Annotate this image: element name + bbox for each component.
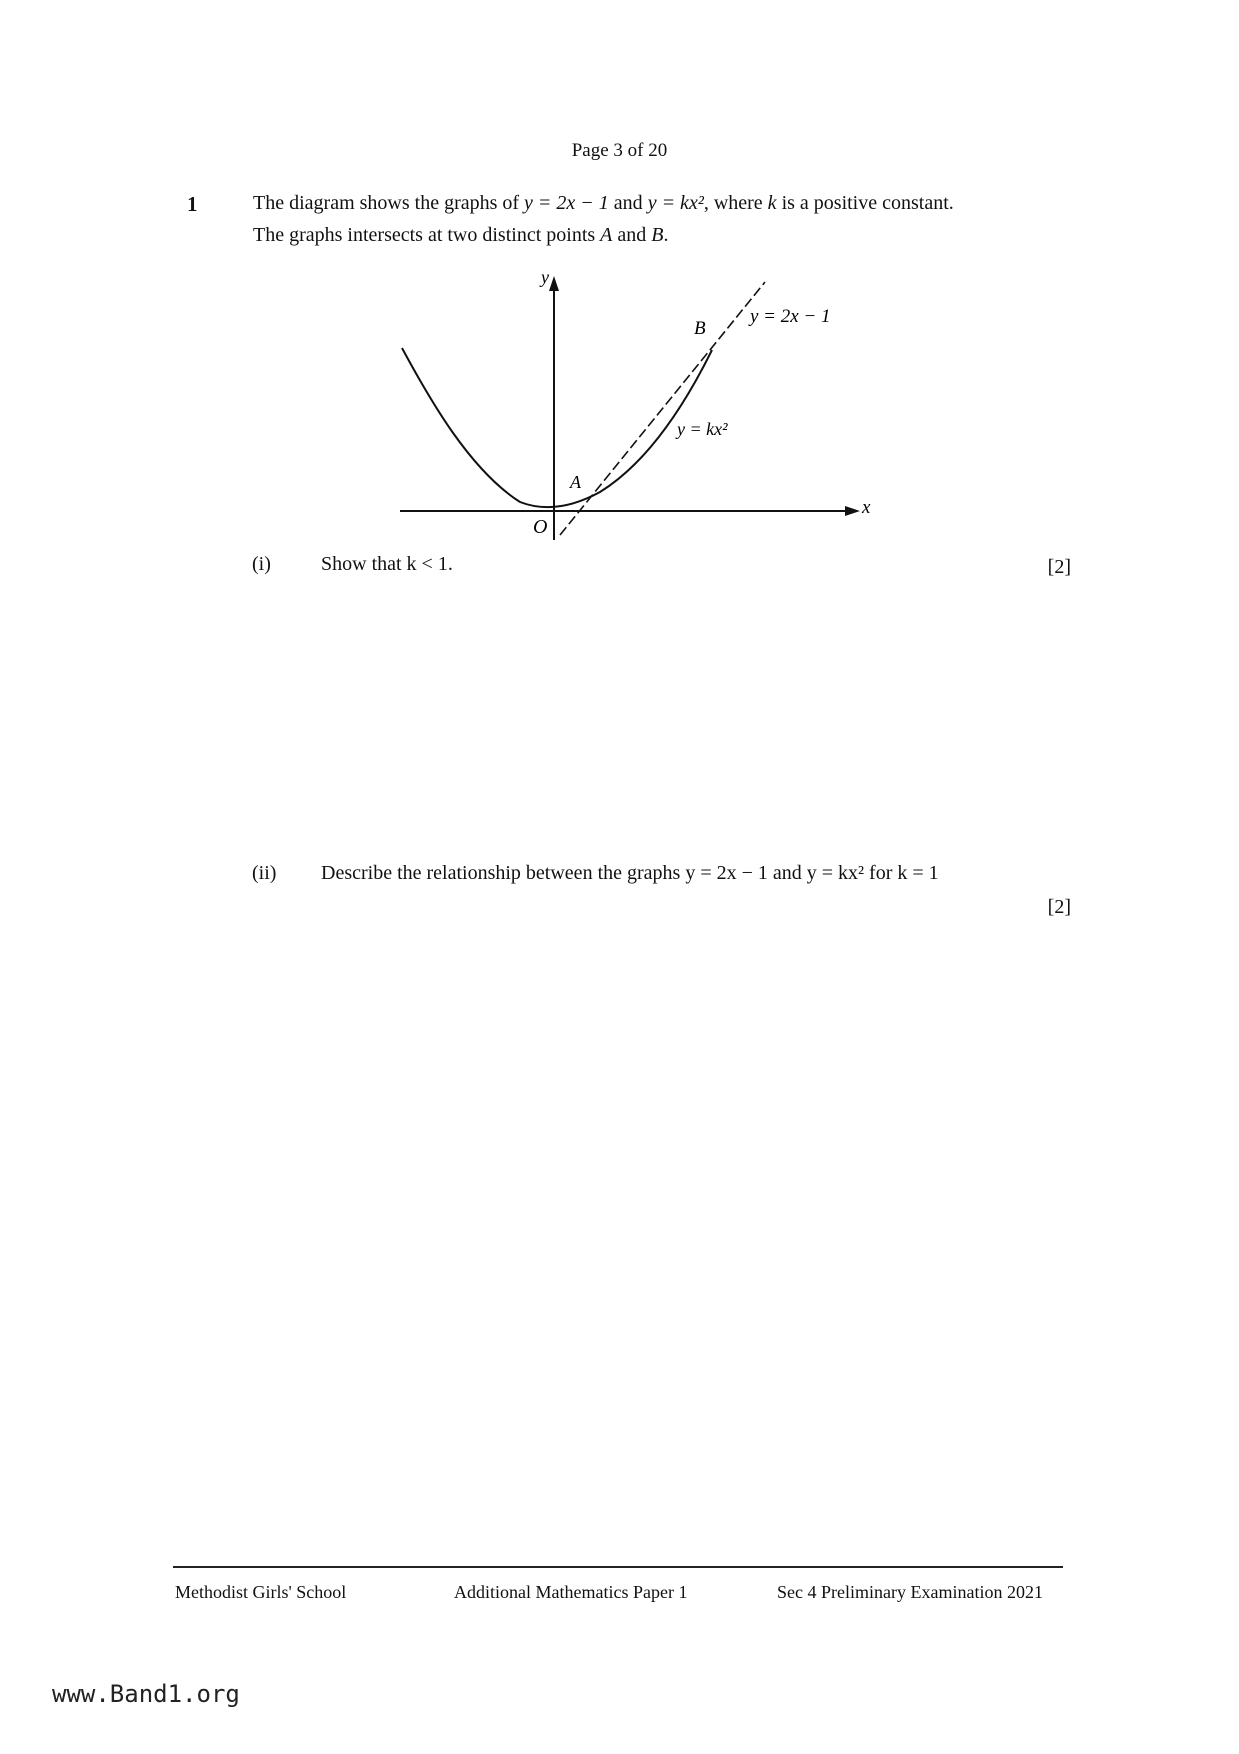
label-y-axis: y bbox=[541, 267, 549, 287]
footer-divider bbox=[173, 1566, 1063, 1568]
x-axis-arrow bbox=[845, 506, 860, 516]
stem-text: is a positive constant. bbox=[776, 192, 954, 214]
label-origin: O bbox=[533, 516, 548, 538]
y-axis-arrow bbox=[549, 276, 559, 291]
equation-curve: y = kx² bbox=[647, 192, 704, 214]
watermark: www.Band1.org bbox=[52, 1680, 240, 1708]
question-number: 1 bbox=[187, 192, 198, 216]
stem-text: , where bbox=[703, 192, 768, 214]
stem-text: and bbox=[612, 224, 652, 246]
label-point-b: B bbox=[694, 318, 706, 339]
label-point-a: A bbox=[570, 472, 581, 492]
point-a-label: A bbox=[600, 224, 613, 246]
part-i-marks: [2] bbox=[1047, 556, 1071, 578]
label-line-equation: y = 2x − 1 bbox=[750, 306, 831, 327]
equation-line: y = 2x − 1 bbox=[524, 192, 609, 214]
constant-k: k bbox=[767, 192, 777, 214]
footer-school: Methodist Girls' School bbox=[175, 1582, 347, 1602]
stem-text: The diagram shows the graphs of bbox=[253, 192, 525, 214]
page-number: Page 3 of 20 bbox=[571, 140, 668, 161]
stem-text: The graphs intersects at two distinct points bbox=[253, 224, 601, 246]
part-ii-label: (ii) bbox=[252, 862, 277, 884]
label-x-axis: x bbox=[862, 497, 871, 518]
point-b-label: B bbox=[651, 224, 664, 246]
part-ii-marks: [2] bbox=[1047, 896, 1071, 918]
stem-text: and bbox=[608, 192, 648, 214]
curve-y-kx2 bbox=[402, 348, 712, 507]
part-i-label: (i) bbox=[252, 553, 271, 575]
stem-text: . bbox=[663, 224, 669, 246]
part-i-text: Show that k < 1. bbox=[321, 553, 453, 575]
line-y-2x-1 bbox=[560, 282, 765, 535]
label-curve-equation: y = kx² bbox=[677, 419, 728, 439]
part-ii-text: Describe the relationship between the graphs y = 2x − 1 and y = kx² for k = 1 bbox=[321, 862, 939, 884]
footer-subject: Additional Mathematics Paper 1 bbox=[454, 1582, 688, 1602]
footer-exam: Sec 4 Preliminary Examination 2021 bbox=[777, 1582, 1043, 1602]
